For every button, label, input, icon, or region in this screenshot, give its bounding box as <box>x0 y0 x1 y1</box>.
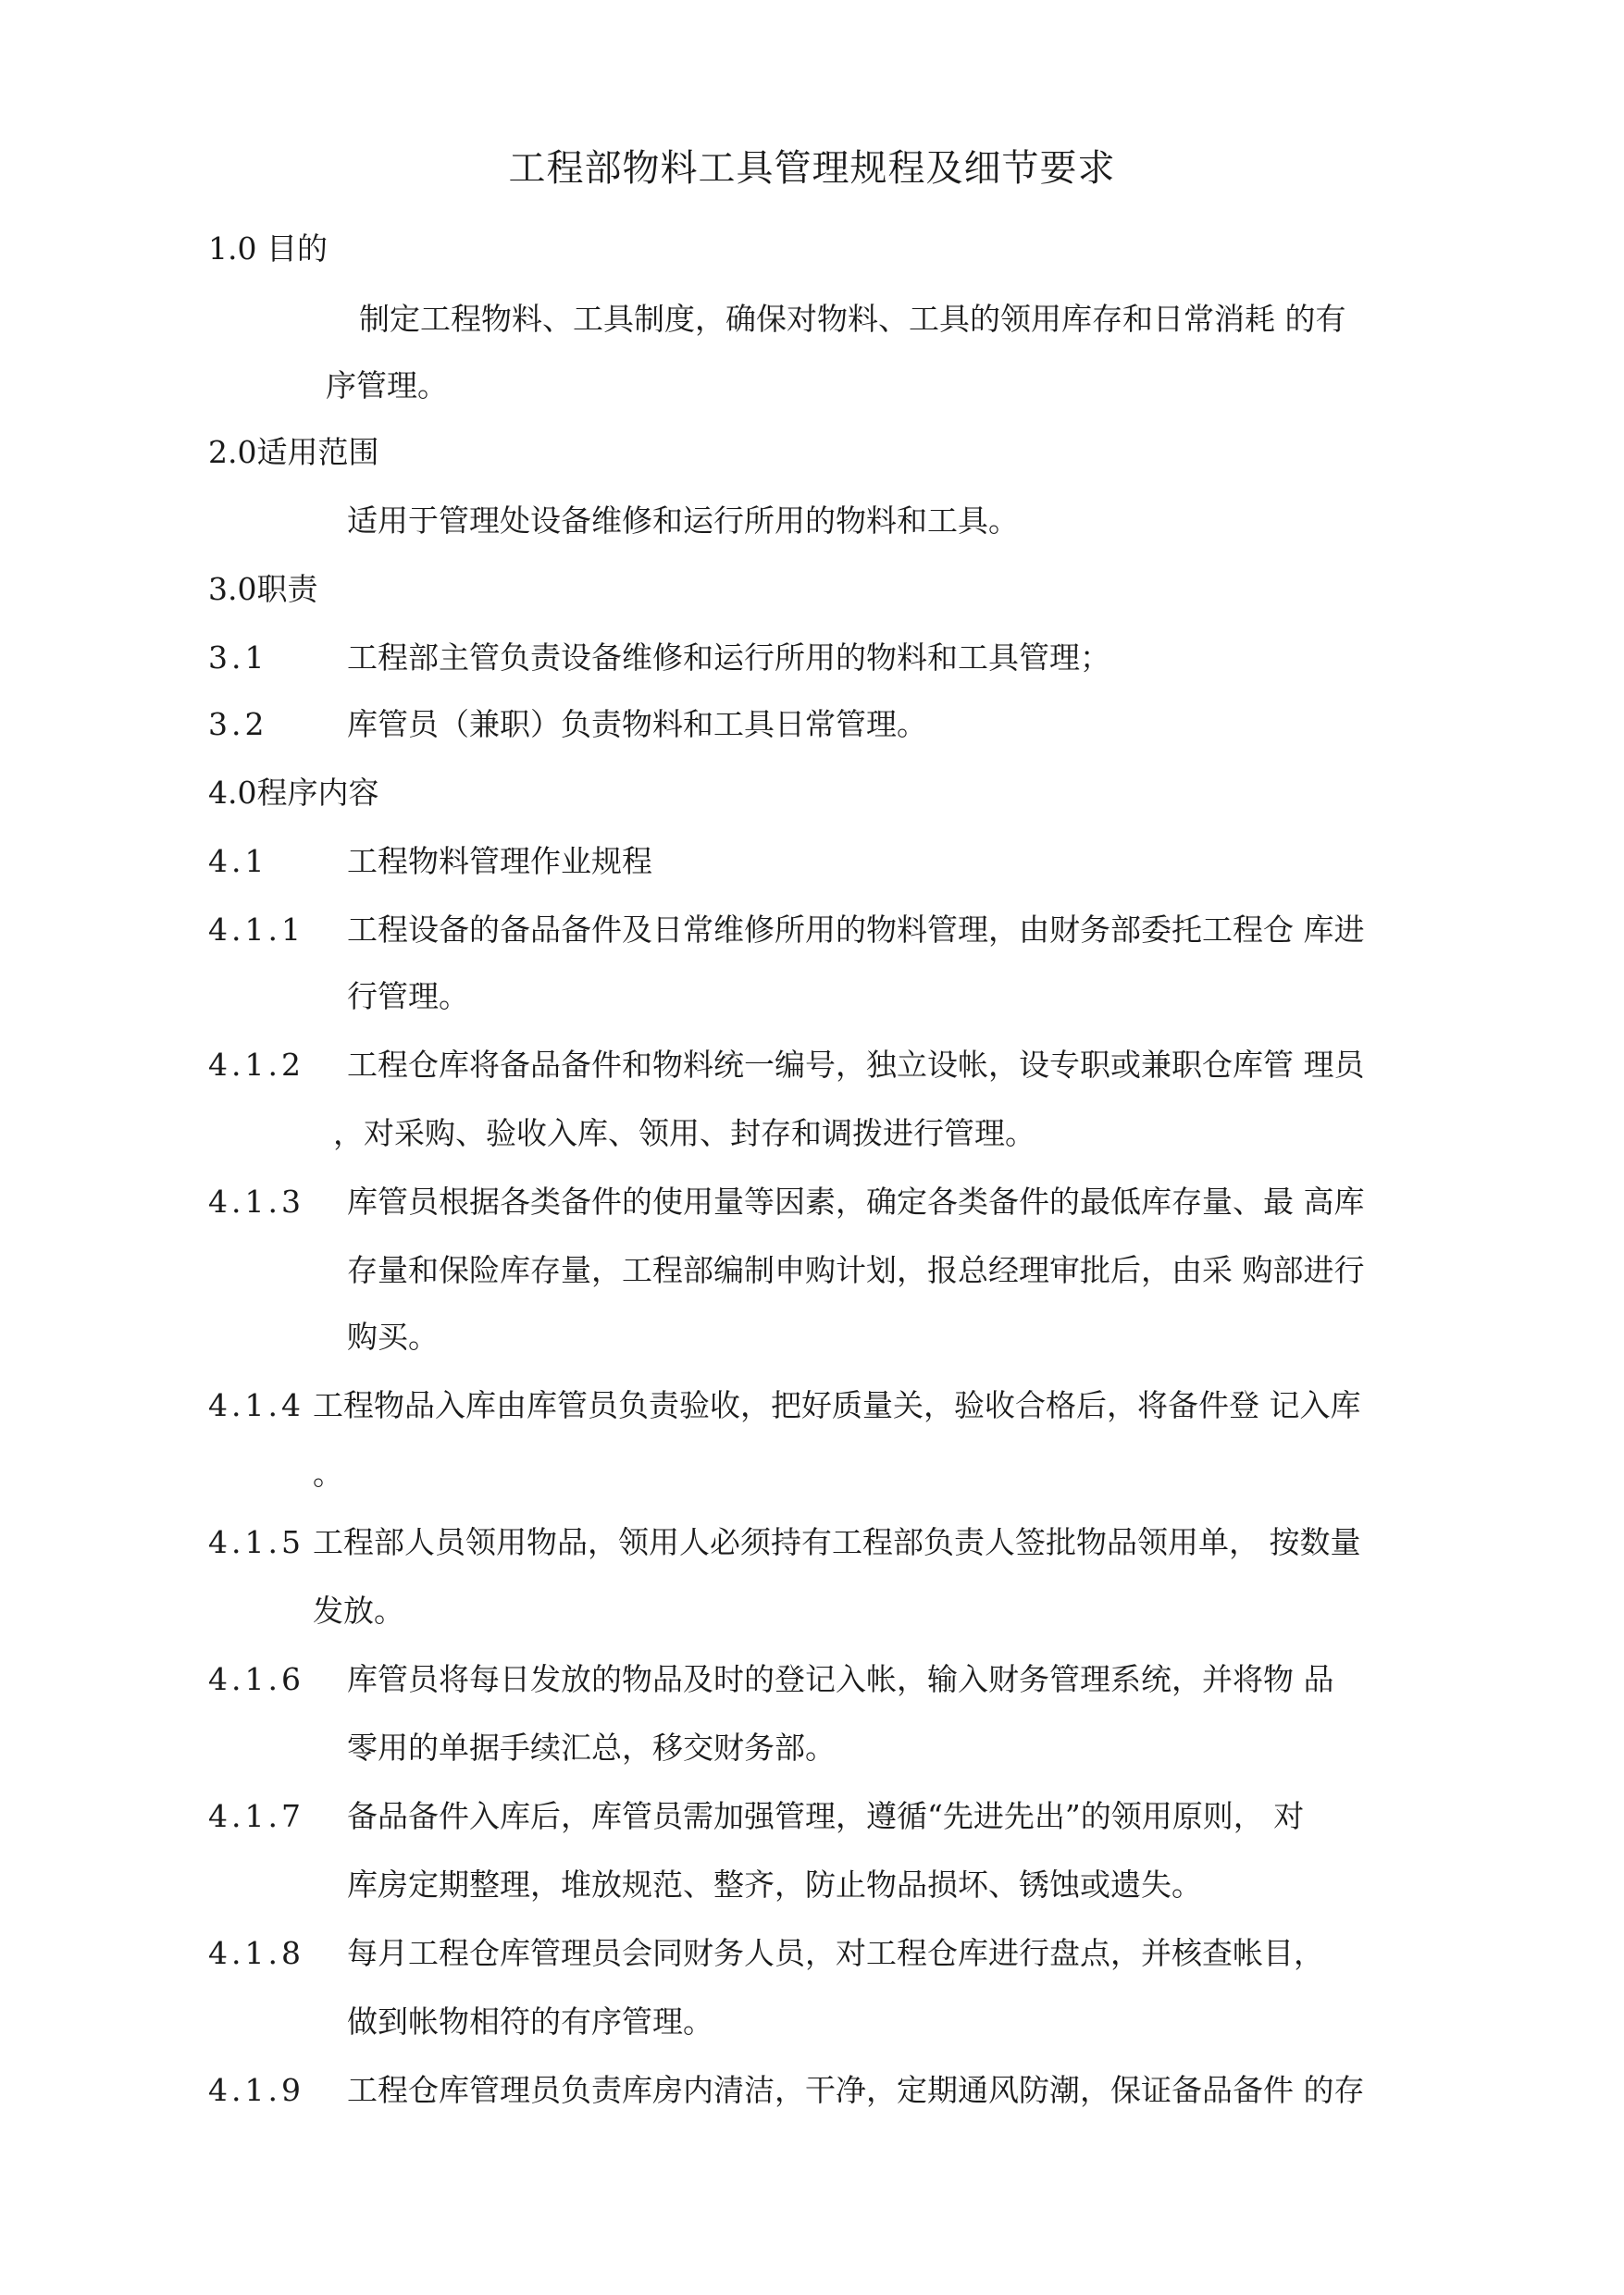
item-4-1-6-line-2: 零用的单据手续汇总，移交财务部。 <box>347 1730 836 1766</box>
item-4-1-3-line-3: 购买。 <box>347 1319 439 1355</box>
item-4-1-4-line-2: 。 <box>313 1456 343 1492</box>
item-4-1-9-number: 4.1.9 <box>208 2072 304 2108</box>
item-3-1-text: 工程部主管负责设备维修和运行所用的物料和工具管理； <box>347 639 1110 676</box>
item-4-1-1-line-2: 行管理。 <box>347 978 469 1014</box>
item-4-1-8-line-2: 做到帐物相符的有序管理。 <box>347 2003 713 2040</box>
item-3-2-text: 库管员（兼职）负责物料和工具日常管理。 <box>347 706 927 742</box>
item-4-1-3-line-2: 存量和保险库存量，工程部编制申购计划，报总经理审批后，由采 购部进行 <box>347 1252 1365 1288</box>
item-4-1-number: 4.1 <box>208 843 268 879</box>
item-3-2-number: 3.2 <box>208 706 268 742</box>
section-1-body-line-1: 制定工程物料、工具制度，确保对物料、工具的领用库存和日常消耗 的有 <box>359 301 1346 337</box>
item-3-1-number: 3.1 <box>208 639 268 676</box>
section-2-body: 适用于管理处设备维修和运行所用的物料和工具。 <box>347 502 1019 539</box>
item-4-1-3-line-1: 库管员根据各类备件的使用量等因素，确定各类备件的最低库存量、最 高库 <box>347 1184 1365 1220</box>
section-2-heading: 2.0适用范围 <box>208 434 379 470</box>
section-4-heading: 4.0程序内容 <box>208 775 379 811</box>
item-4-1-1-line-1: 工程设备的备品备件及日常维修所用的物料管理，由财务部委托工程仓 库进 <box>347 912 1365 948</box>
item-4-1-2-line-2: ，对采购、验收入库、领用、封存和调拨进行管理。 <box>333 1115 1035 1151</box>
item-4-1-5-number: 4.1.5 <box>208 1524 304 1560</box>
section-1-body-line-2: 序管理。 <box>326 367 448 403</box>
item-4-1-3-number: 4.1.3 <box>208 1184 304 1220</box>
item-4-1-7-line-2: 库房定期整理，堆放规范、整齐，防止物品损坏、锈蚀或遗失。 <box>347 1867 1202 1903</box>
item-4-1-4-number: 4.1.4 <box>208 1387 304 1423</box>
section-3-heading: 3.0职责 <box>208 571 318 607</box>
item-4-1-1-number: 4.1.1 <box>208 912 304 948</box>
item-4-1-7-number: 4.1.7 <box>208 1798 304 1834</box>
item-4-1-text: 工程物料管理作业规程 <box>347 843 652 879</box>
item-4-1-8-number: 4.1.8 <box>208 1935 304 1971</box>
item-4-1-8-line-1: 每月工程仓库管理员会同财务人员，对工程仓库进行盘点，并核查帐目， <box>347 1935 1324 1971</box>
item-4-1-5-line-2: 发放。 <box>313 1593 404 1629</box>
item-4-1-9-line-1: 工程仓库管理员负责库房内清洁，干净，定期通风防潮，保证备品备件 的存 <box>347 2072 1365 2108</box>
section-1-heading: 1.0 目的 <box>208 230 328 267</box>
document-title: 工程部物料工具管理规程及细节要求 <box>508 147 1116 190</box>
item-4-1-4-line-1: 工程物品入库由库管员负责验收，把好质量关，验收合格后，将备件登 记入库 <box>313 1387 1361 1423</box>
item-4-1-6-line-1: 库管员将每日发放的物品及时的登记入帐，输入财务管理系统，并将物 品 <box>347 1661 1334 1697</box>
item-4-1-5-line-1: 工程部人员领用物品，领用人必须持有工程部负责人签批物品领用单， 按数量 <box>313 1524 1361 1560</box>
item-4-1-2-number: 4.1.2 <box>208 1047 304 1083</box>
item-4-1-2-line-1: 工程仓库将备品备件和物料统一编号，独立设帐，设专职或兼职仓库管 理员 <box>347 1047 1365 1083</box>
item-4-1-7-line-1: 备品备件入库后，库管员需加强管理，遵循“先进先出”的领用原则， 对 <box>347 1798 1305 1834</box>
item-4-1-6-number: 4.1.6 <box>208 1661 304 1697</box>
